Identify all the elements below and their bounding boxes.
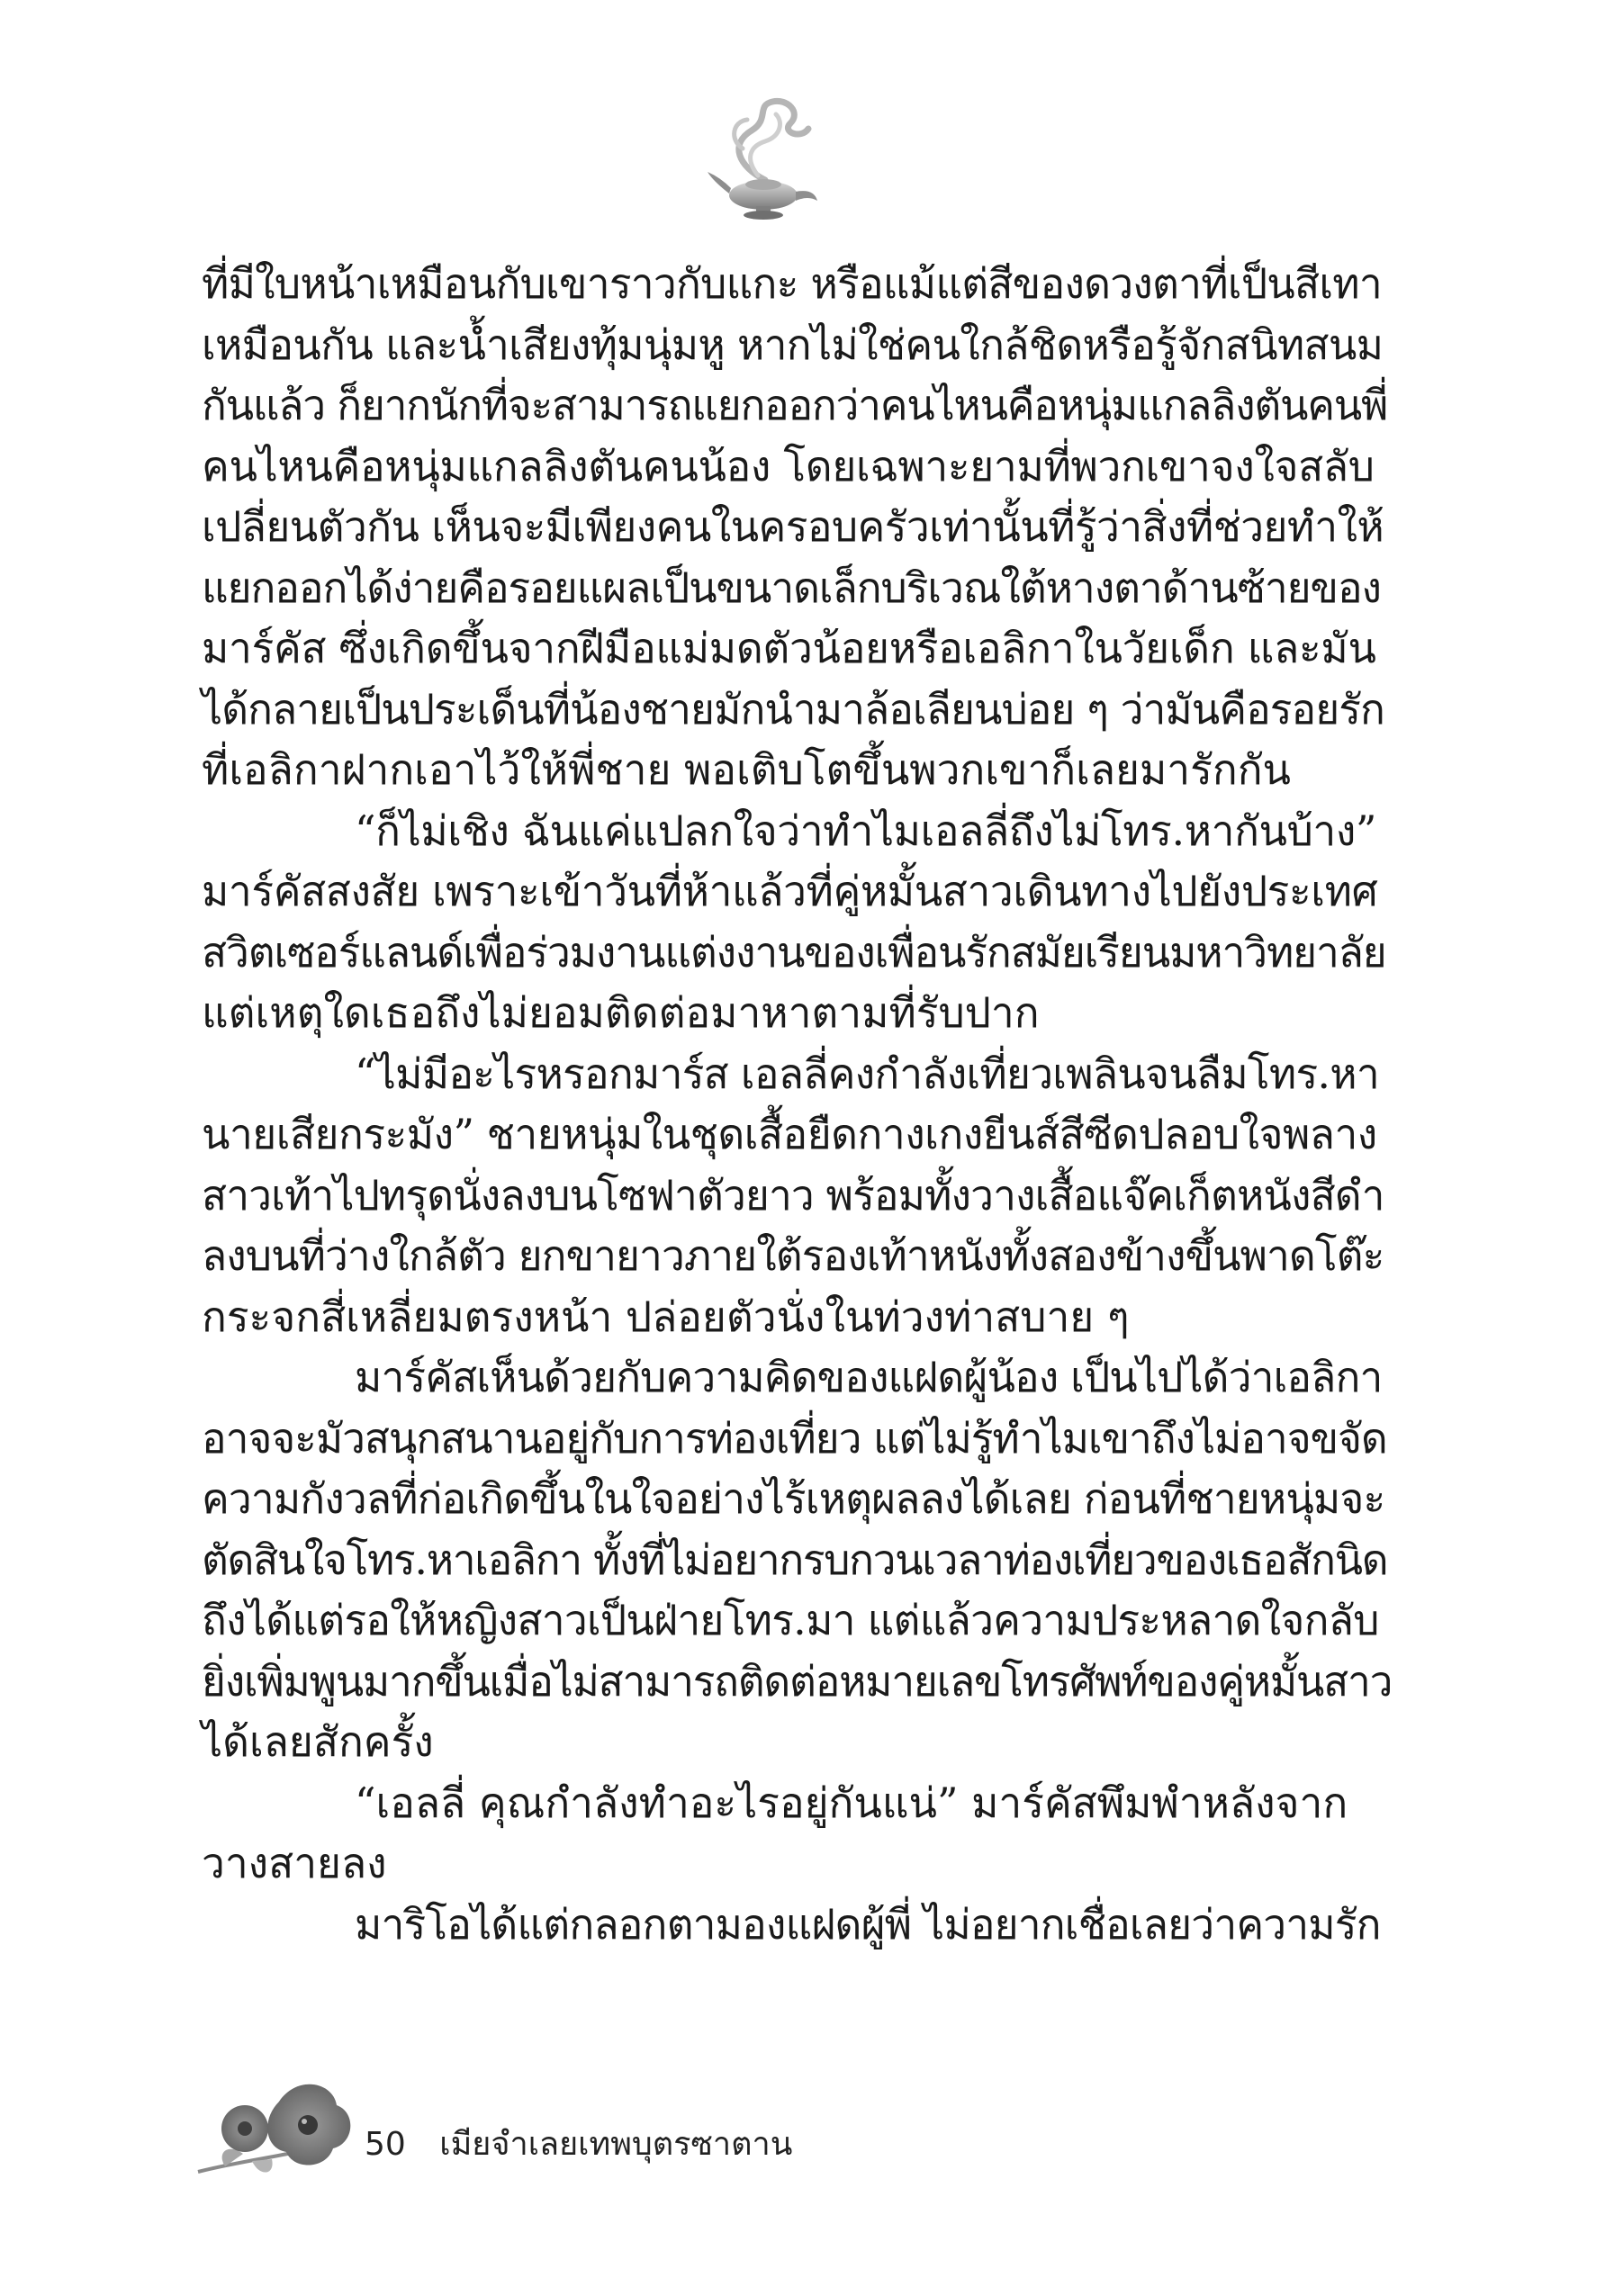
text-line: ที่เอลิกาฝากเอาไว้ให้พี่ชาย พอเติบโตขึ้นพวกเขาก็เลยมารักกัน — [202, 745, 1291, 794]
text-line: สวิตเซอร์แลนด์เพื่อร่วมงานแต่งงานของเพื่อนรักสมัยเรียนมหาวิทยาลัย — [202, 927, 1386, 977]
body-text — [202, 254, 1393, 1955]
text-line: กันแล้ว ก็ยากนักที่จะสามารถแยกออกว่าคนไหนคือหนุ่มแกลลิงตันคนพี่ — [202, 381, 1388, 429]
text-line: ได้กลายเป็นประเด็นที่น้องชายมักนำมาล้อเลียนบ่อย ๆ ว่ามันคือรอยรัก — [202, 684, 1384, 734]
text-line: ที่มีใบหน้าเหมือนกับเขาราวกับแกะ หรือแม้แต่สีของดวงตาที่เป็นสีเทา — [202, 259, 1382, 308]
paragraph-start-line: “ก็ไม่เชิง ฉันแค่แปลกใจว่าทำไมเอลลี่ถึงไม่โทร.หากันบ้าง” — [355, 806, 1377, 855]
text-line: อาจจะมัวสนุกสนานอยู่กับการท่องเที่ยว แต่ไม่รู้ทำไมเขาถึงไม่อาจขจัด — [202, 1413, 1387, 1463]
text-line: คนไหนคือหนุ่มแกลลิงตันคนน้อง โดยเฉพาะยามที่พวกเขาจงใจสลับ — [202, 441, 1375, 491]
text-line: นายเสียกระมัง” ชายหนุ่มในชุดเสื้อยืดกางเกงยีนส์สีซีดปลอบใจพลาง — [202, 1110, 1377, 1158]
text-line: เปลี่ยนตัวกัน เห็นจะมีเพียงคนในครอบครัวเท่านั้นที่รู้ว่าสิ่งที่ช่วยทำให้ — [202, 502, 1384, 551]
text-line: มาร์คัส ซึ่งเกิดขึ้นจากฝีมือแม่มดตัวน้อยหรือเอลิกาในวัยเด็ก และมัน — [202, 624, 1376, 672]
text-line: แต่เหตุใดเธอถึงไม่ยอมติดต่อมาหาตามที่รับปาก — [202, 988, 1040, 1037]
footer-text — [365, 2118, 792, 2169]
text-line: แยกออกได้ง่ายคือรอยแผลเป็นขนาดเล็กบริเวณใต้หางตาด้านซ้ายของ — [202, 563, 1381, 612]
paragraph-start-line: มาร์คัสเห็นด้วยกับความคิดของแฝดผู้น้อง เป็นไปได้ว่าเอลิกา — [355, 1353, 1383, 1401]
paragraph-start-line: มาริโอได้แต่กลอกตามองแฝดผู้พี่ ไม่อยากเชื่อเลยว่าความรัก — [355, 1899, 1381, 1949]
book-title: เมียจำเลยเทพบุตรซาตาน — [439, 2126, 793, 2163]
genie-lamp-icon — [702, 95, 828, 230]
paragraph-start-line: “ไม่มีอะไรหรอกมาร์ส เอลลี่คงกำลังเที่ยวเพลินจนลืมโทร.หา — [355, 1049, 1379, 1098]
text-line: ลงบนที่ว่างใกล้ตัว ยกขายาวภายใต้รองเท้าหนังทั้งสองข้างขึ้นพาดโต๊ะ — [202, 1231, 1384, 1280]
paragraph-start-line: “เอลลี่ คุณกำลังทำอะไรอยู่กันแน่” มาร์คัสพึมพำหลังจาก — [355, 1778, 1348, 1827]
text-line: เหมือนกัน และน้ำเสียงทุ้มนุ่มหู หากไม่ใช่คนใกล้ชิดหรือรู้จักสนิทสนม — [202, 320, 1384, 369]
text-line: สาวเท้าไปทรุดนั่งลงบนโซฟาตัวยาว พร้อมทั้งวางเสื้อแจ๊คเก็ตหนังสีดำ — [202, 1170, 1384, 1220]
text-line: ตัดสินใจโทร.หาเอลิกา ทั้งที่ไม่อยากรบกวนเวลาท่องเที่ยวของเธอสักนิด — [202, 1535, 1388, 1584]
text-line: ได้เลยสักครั้ง — [202, 1717, 434, 1766]
page-number: 50 — [365, 2126, 406, 2163]
flower-icon — [189, 2066, 369, 2192]
text-line: ถึงได้แต่รอให้หญิงสาวเป็นฝ่ายโทร.มา แต่แล้วความประหลาดใจกลับ — [202, 1596, 1379, 1644]
text-line: ความกังวลที่ก่อเกิดขึ้นในใจอย่างไร้เหตุผลลงได้เลย ก่อนที่ชายหนุ่มจะ — [202, 1474, 1385, 1523]
text-line: กระจกสี่เหลี่ยมตรงหน้า ปล่อยตัวนั่งในท่วงท่าสบาย ๆ — [202, 1292, 1130, 1341]
text-line: มาร์คัสสงสัย เพราะเข้าวันที่ห้าแล้วที่คู่หมั้นสาวเดินทางไปยังประเทศ — [202, 867, 1378, 915]
text-line: วางสายลง — [202, 1839, 387, 1887]
page-footer — [189, 2066, 999, 2192]
text-line: ยิ่งเพิ่มพูนมากขึ้นเมื่อไม่สามารถติดต่อหมายเลขโทรศัพท์ของคู่หมั้นสาว — [202, 1656, 1393, 1706]
